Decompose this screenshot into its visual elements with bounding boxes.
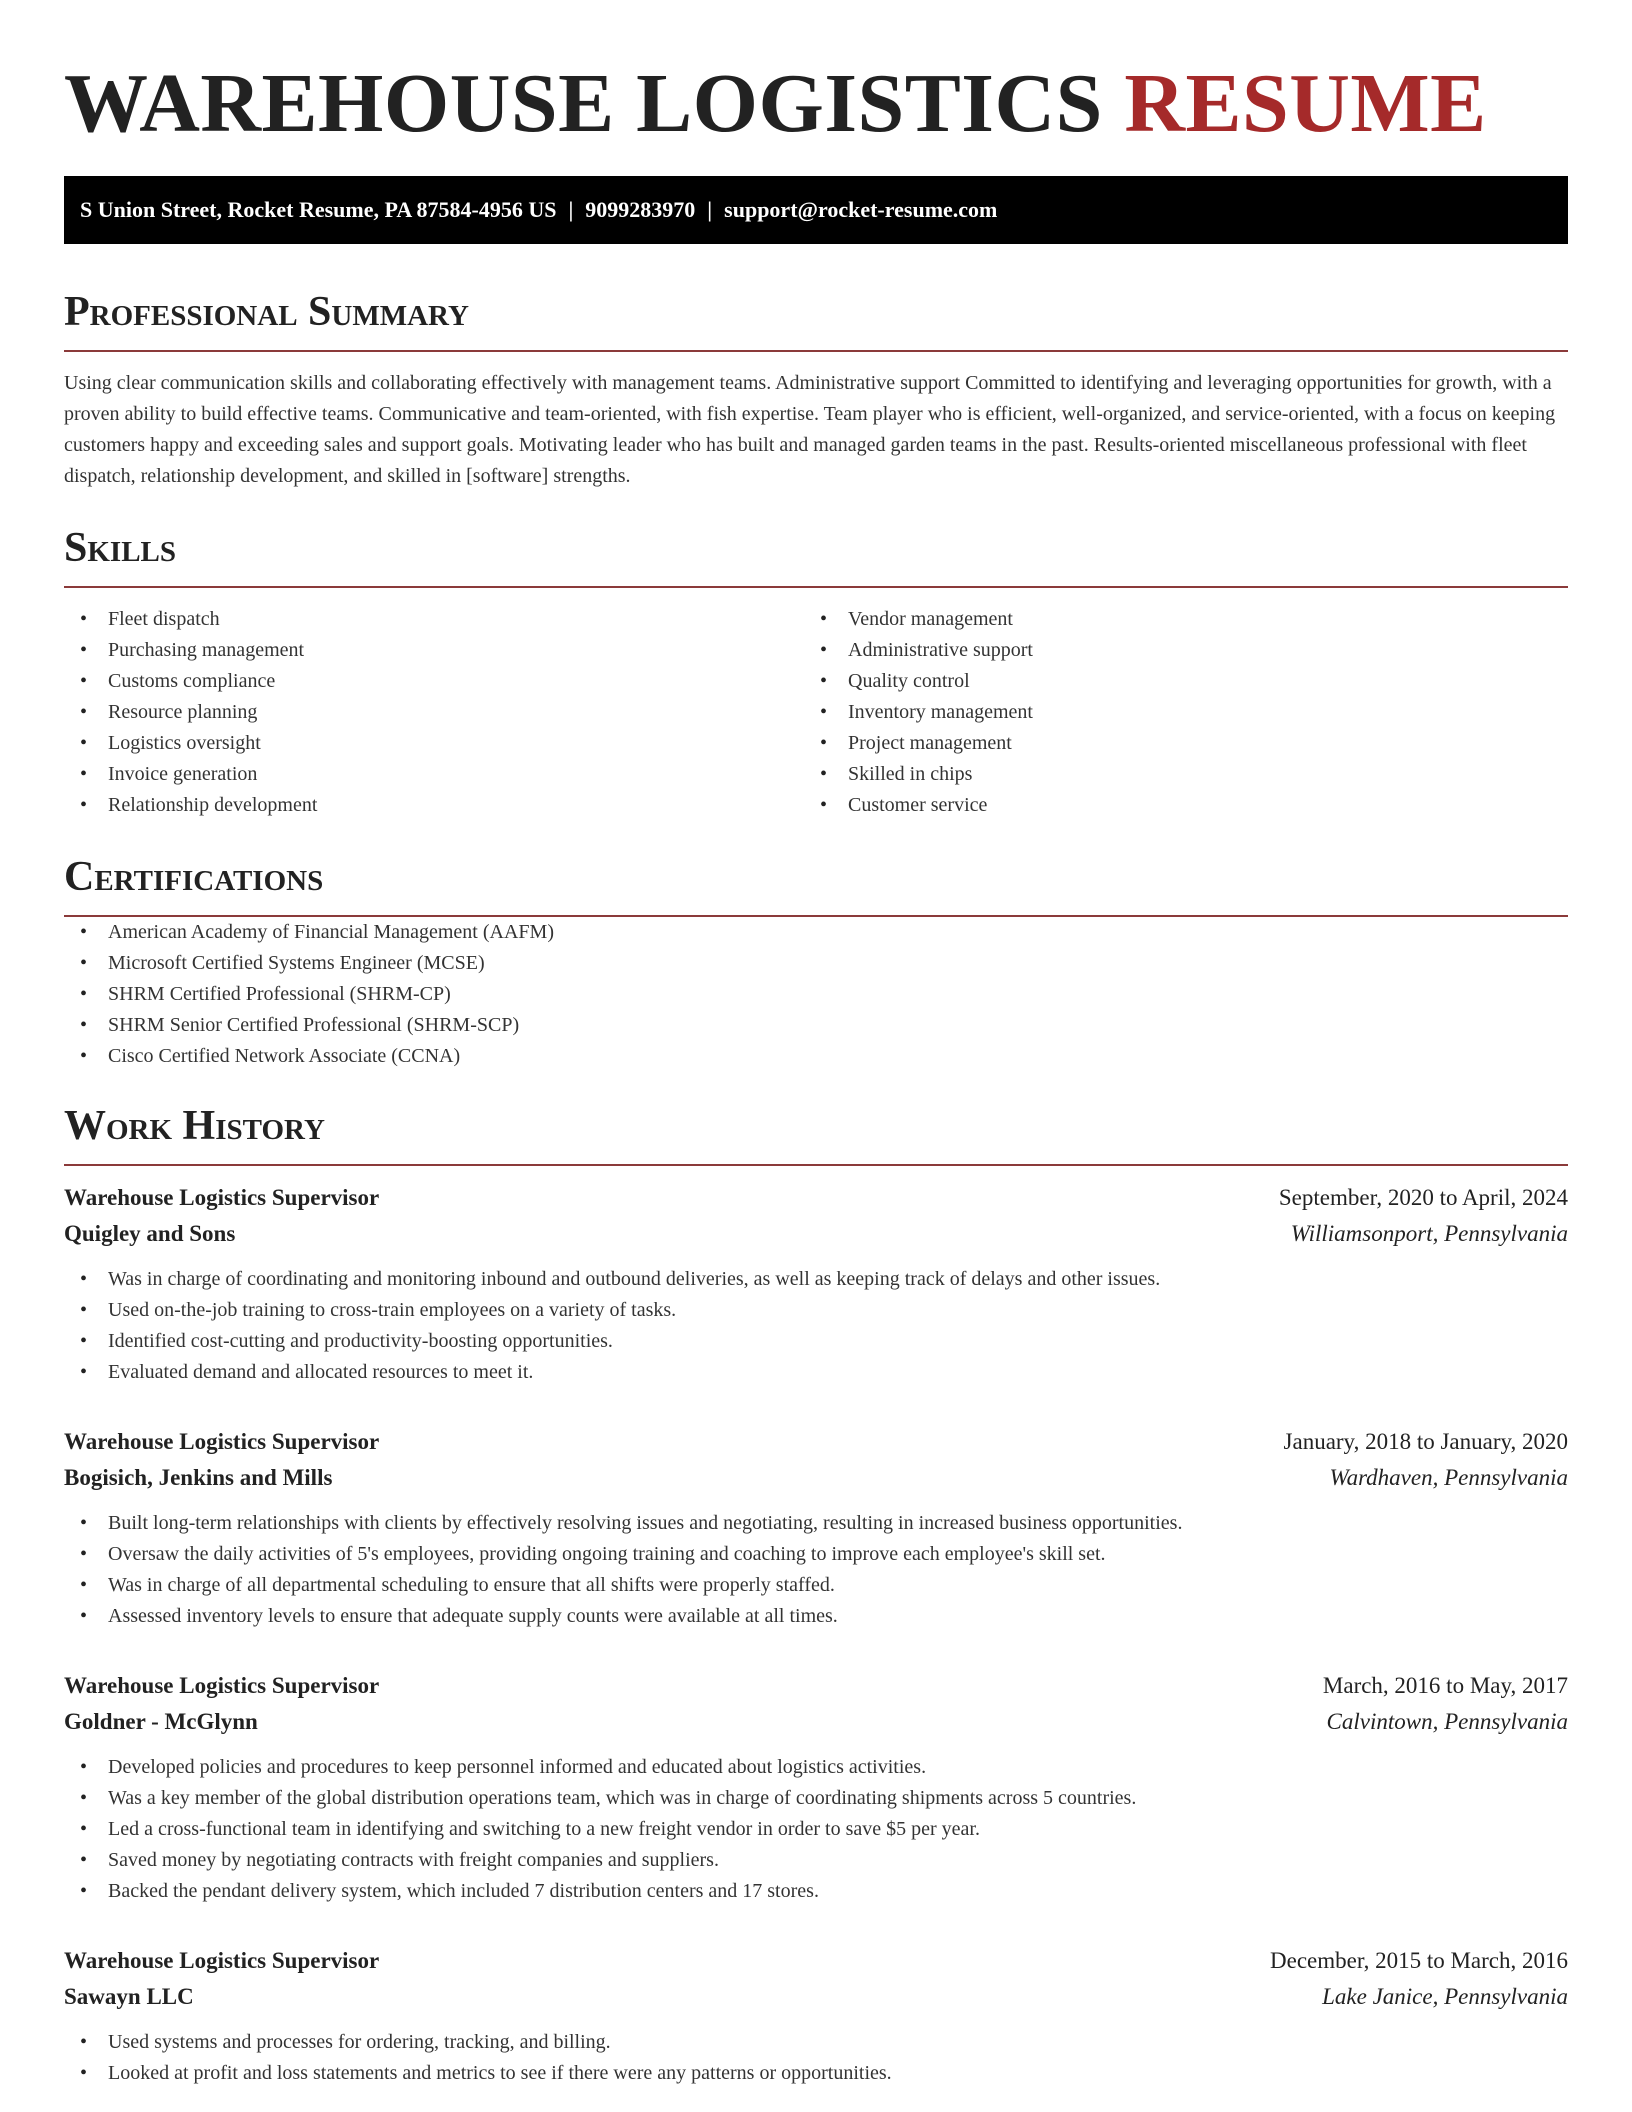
certification-item: • Cisco Certified Network Associate (CCNA) — [64, 1041, 1568, 1072]
job-bullets — [64, 1752, 1568, 1907]
job-title: Warehouse Logistics Supervisor — [64, 1429, 380, 1454]
skills-list-right — [804, 604, 1544, 821]
job-bullet: • Led a cross-functional team in identifying and switching to a new freight vendor in order to save $5 per year. — [64, 1814, 1568, 1845]
job-dates: March, 2016 to May, 2017 — [1322, 1673, 1568, 1698]
job-bullet: • Identified cost-cutting and productivity-boosting opportunities. — [64, 1326, 1568, 1357]
job-bullet: • Used on-the-job training to cross-train employees on a variety of tasks. — [64, 1295, 1568, 1326]
contact-separator: | — [568, 197, 574, 222]
job-bullet: • Evaluated demand and allocated resources to meet it. — [64, 1357, 1568, 1388]
contact-address: S Union Street, Rocket Resume, PA 87584-4956 US — [80, 197, 557, 222]
skill-item: • Resource planning — [64, 697, 804, 728]
certification-item: • SHRM Senior Certified Professional (SHRM-SCP) — [64, 1010, 1568, 1041]
title-accent: RESUME — [1124, 57, 1487, 150]
skill-item: • Inventory management — [804, 697, 1544, 728]
job-company: Quigley and Sons — [64, 1221, 236, 1246]
job-location: Williamsonport, Pennsylvania — [1290, 1221, 1568, 1246]
job-bullet: • Oversaw the daily activities of 5's employees, providing ongoing training and coaching to improve each employee's skill set. — [64, 1539, 1568, 1570]
job-entry — [64, 1668, 1568, 1907]
skills-section — [64, 524, 1568, 821]
contact-phone[interactable]: 9099283970 — [585, 197, 696, 222]
skill-item: • Relationship development — [64, 790, 804, 821]
skills-list-left — [64, 604, 804, 821]
resume-title — [64, 56, 1568, 152]
job-bullets — [64, 2027, 1568, 2089]
job-company-row — [64, 1460, 1568, 1496]
job-header-row — [64, 1668, 1568, 1704]
job-bullets — [64, 1508, 1568, 1632]
job-bullet: • Was in charge of all departmental scheduling to ensure that all shifts were properly staffed. — [64, 1570, 1568, 1601]
job-bullet: • Looked at profit and loss statements and metrics to see if there were any patterns or opportunities. — [64, 2058, 1568, 2089]
certification-item: • American Academy of Financial Management (AAFM) — [64, 917, 1568, 948]
job-dates: January, 2018 to January, 2020 — [1283, 1429, 1568, 1454]
section-heading-summary: Professional Summary — [64, 288, 1568, 352]
job-bullet: • Assessed inventory levels to ensure that adequate supply counts were available at all times. — [64, 1601, 1568, 1632]
skill-item: • Invoice generation — [64, 759, 804, 790]
contact-separator: | — [707, 197, 713, 222]
contact-email[interactable]: support@rocket-resume.com — [724, 197, 998, 222]
summary-text: Using clear communication skills and collaborating effectively with management teams. Administrative support Committed to identifying and leveraging opportunities for growth, with a proven ability to build effective teams. Communicative and team-oriented, with fish expertise. Team player who is efficient, well-organized, and service-oriented, with a focus on keeping customers happy and exceeding sales and support goals. Motivating leader who has built and managed garden teams in the past. Results-oriented miscellaneous professional with fleet dispatch, relationship development, and skilled in [software] strengths. — [64, 372, 1556, 487]
job-entry — [64, 1943, 1568, 2089]
contact-bar — [64, 176, 1568, 244]
skill-item: • Customs compliance — [64, 666, 804, 697]
job-company: Sawayn LLC — [64, 1984, 194, 2009]
skill-item: • Administrative support — [804, 635, 1544, 666]
job-bullet: • Developed policies and procedures to keep personnel informed and educated about logistics activities. — [64, 1752, 1568, 1783]
skill-item: • Fleet dispatch — [64, 604, 804, 635]
job-bullet: • Was in charge of coordinating and monitoring inbound and outbound deliveries, as well as keeping track of delays and other issues. — [64, 1264, 1568, 1295]
work-history-section — [64, 1102, 1568, 2089]
skill-item: • Customer service — [804, 790, 1544, 821]
job-company: Goldner - McGlynn — [64, 1709, 258, 1734]
job-company-row — [64, 1979, 1568, 2015]
job-entry — [64, 1424, 1568, 1632]
job-header-row — [64, 1943, 1568, 1979]
skill-item: • Skilled in chips — [804, 759, 1544, 790]
skill-item: • Purchasing management — [64, 635, 804, 666]
job-header-row — [64, 1180, 1568, 1216]
job-location: Wardhaven, Pennsylvania — [1329, 1465, 1568, 1490]
certification-item: • SHRM Certified Professional (SHRM-CP) — [64, 979, 1568, 1010]
job-header-row — [64, 1424, 1568, 1460]
job-company: Bogisich, Jenkins and Mills — [64, 1465, 333, 1490]
job-title: Warehouse Logistics Supervisor — [64, 1673, 380, 1698]
certification-item: • Microsoft Certified Systems Engineer (MCSE) — [64, 948, 1568, 979]
section-heading-work-history: Work History — [64, 1102, 1568, 1166]
job-bullet: • Was a key member of the global distribution operations team, which was in charge of coordinating shipments across 5 countries. — [64, 1783, 1568, 1814]
title-main: WAREHOUSE LOGISTICS — [64, 57, 1103, 150]
skill-item: • Project management — [804, 728, 1544, 759]
job-bullet: • Built long-term relationships with clients by effectively resolving issues and negotiating, resulting in increased business opportunities. — [64, 1508, 1568, 1539]
job-bullet: • Saved money by negotiating contracts with freight companies and suppliers. — [64, 1845, 1568, 1876]
job-dates: December, 2015 to March, 2016 — [1270, 1948, 1568, 1973]
job-dates: September, 2020 to April, 2024 — [1278, 1185, 1568, 1210]
job-title: Warehouse Logistics Supervisor — [64, 1948, 380, 1973]
section-heading-skills: Skills — [64, 524, 1568, 588]
job-company-row — [64, 1704, 1568, 1740]
job-location: Lake Janice, Pennsylvania — [1322, 1984, 1568, 2009]
job-title: Warehouse Logistics Supervisor — [64, 1185, 380, 1210]
job-company-row — [64, 1216, 1568, 1252]
skill-item: • Vendor management — [804, 604, 1544, 635]
certifications-section — [64, 853, 1568, 1072]
section-heading-certifications: Certifications — [64, 853, 1568, 917]
job-bullet: • Backed the pendant delivery system, which included 7 distribution centers and 17 stores. — [64, 1876, 1568, 1907]
professional-summary-section — [64, 288, 1568, 492]
certifications-list — [64, 917, 1568, 1072]
skill-item: • Logistics oversight — [64, 728, 804, 759]
resume-page — [64, 0, 1568, 2089]
skills-columns — [64, 604, 1568, 821]
job-location: Calvintown, Pennsylvania — [1326, 1709, 1568, 1734]
job-entry — [64, 1180, 1568, 1388]
job-bullets — [64, 1264, 1568, 1388]
skill-item: • Quality control — [804, 666, 1544, 697]
job-bullet: • Used systems and processes for ordering, tracking, and billing. — [64, 2027, 1568, 2058]
